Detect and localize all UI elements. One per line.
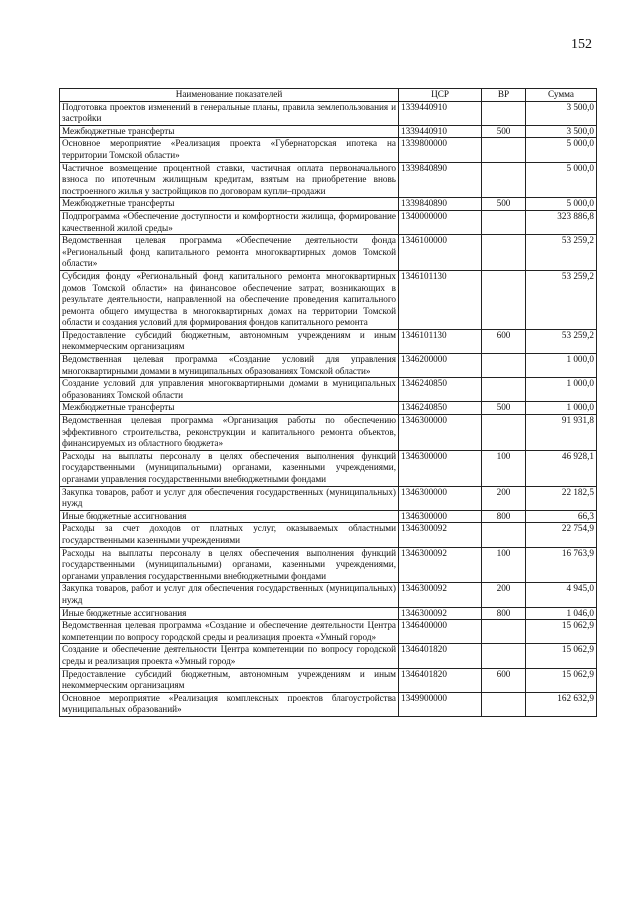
- row-name: Субсидия фонду «Региональный фонд капитального ремонта многоквартирных домов Томской области» на финансовое обеспечение затрат, возникающих в результате деятельности, направленной на обеспечение проведения капитального ремонта общего имущества в многоквартирных домах на территории Томской области и создания условий для формирования фондов капитального ремонта: [60, 270, 399, 329]
- row-name: Основное мероприятие «Реализация проекта «Губернаторская ипотека на территории Томской области»: [60, 138, 399, 162]
- row-vr: [482, 415, 526, 451]
- row-name: Создание и обеспечение деятельности Центра компетенции по вопросу городской среды и реализация проекта «Умный город»: [60, 644, 399, 668]
- table-header-row: [60, 89, 597, 102]
- table-row: [60, 162, 597, 198]
- row-sum: 53 259,2: [526, 235, 597, 271]
- row-sum: 16 763,9: [526, 547, 597, 583]
- row-sum: 3 500,0: [526, 125, 597, 138]
- row-vr: [482, 210, 526, 234]
- table-row: [60, 402, 597, 415]
- row-sum: 1 046,0: [526, 607, 597, 620]
- row-csr: 1346300000: [399, 510, 482, 523]
- row-sum: 66,3: [526, 510, 597, 523]
- row-sum: 5 000,0: [526, 138, 597, 162]
- table-row: [60, 415, 597, 451]
- row-name: Межбюджетные трансферты: [60, 402, 399, 415]
- budget-table: [59, 88, 597, 717]
- row-sum: 323 886,8: [526, 210, 597, 234]
- table-row: [60, 138, 597, 162]
- table-row: [60, 329, 597, 353]
- row-vr: 800: [482, 510, 526, 523]
- row-name: Ведомственная целевая программа «Создание и обеспечение деятельности Центра компетенции по вопросу городской среды и реализация проекта «Умный город»: [60, 620, 399, 644]
- row-vr: [482, 620, 526, 644]
- row-name: Межбюджетные трансферты: [60, 198, 399, 211]
- row-sum: 53 259,2: [526, 329, 597, 353]
- row-name: Расходы на выплаты персоналу в целях обеспечения выполнения функций государственными (муниципальными) органами, казенными учреждениями, органами управления государственными внебюджетными фондами: [60, 547, 399, 583]
- row-csr: 1339440910: [399, 125, 482, 138]
- row-vr: 200: [482, 583, 526, 607]
- table-row: [60, 235, 597, 271]
- row-sum: 15 062,9: [526, 668, 597, 692]
- row-vr: 500: [482, 402, 526, 415]
- row-csr: 1346300000: [399, 486, 482, 510]
- row-name: Предоставление субсидий бюджетным, автономным учреждениям и иным некоммерческим организациям: [60, 329, 399, 353]
- table-row: [60, 692, 597, 716]
- row-sum: 5 000,0: [526, 198, 597, 211]
- row-vr: 500: [482, 125, 526, 138]
- table-row: [60, 547, 597, 583]
- row-vr: 600: [482, 668, 526, 692]
- row-csr: 1339800000: [399, 138, 482, 162]
- row-name: Расходы за счет доходов от платных услуг, оказываемых областными государственными казенными учреждениями: [60, 523, 399, 547]
- row-sum: 162 632,9: [526, 692, 597, 716]
- row-name: Ведомственная целевая программа «Создание условий для управления многоквартирными домами в муниципальных образованиях Томской области»: [60, 354, 399, 378]
- table-row: [60, 486, 597, 510]
- row-sum: 22 182,5: [526, 486, 597, 510]
- row-name: Расходы на выплаты персоналу в целях обеспечения выполнения функций государственными (муниципальными) органами, казенными учреждениями, органами управления государственными внебюджетными фондами: [60, 450, 399, 486]
- table-row: [60, 644, 597, 668]
- table-row: [60, 607, 597, 620]
- row-name: Основное мероприятие «Реализация комплексных проектов благоустройства муниципальных образований»: [60, 692, 399, 716]
- table-row: [60, 668, 597, 692]
- table-row: [60, 583, 597, 607]
- row-sum: 22 754,9: [526, 523, 597, 547]
- row-csr: 1346300092: [399, 547, 482, 583]
- row-name: Ведомственная целевая программа «Обеспечение деятельности фонда «Региональный фонд капитального ремонта многоквартирных домов Томской области»: [60, 235, 399, 271]
- header-sum: Сумма: [526, 89, 597, 102]
- table-row: [60, 125, 597, 138]
- row-sum: 4 945,0: [526, 583, 597, 607]
- row-csr: 1346100000: [399, 235, 482, 271]
- table-row: [60, 101, 597, 125]
- row-name: Предоставление субсидий бюджетным, автономным учреждениям и иным некоммерческим организациям: [60, 668, 399, 692]
- row-sum: 46 928,1: [526, 450, 597, 486]
- row-name: Иные бюджетные ассигнования: [60, 510, 399, 523]
- header-vr: ВР: [482, 89, 526, 102]
- row-csr: 1346300000: [399, 450, 482, 486]
- table-row: [60, 270, 597, 329]
- row-csr: 1346101130: [399, 270, 482, 329]
- row-name: Подготовка проектов изменений в генеральные планы, правила землепользования и застройки: [60, 101, 399, 125]
- row-name: Иные бюджетные ассигнования: [60, 607, 399, 620]
- row-name: Ведомственная целевая программа «Организация работы по обеспечению эффективного строительства, реконструкции и капитального ремонта объектов, финансируемых из областного бюджета»: [60, 415, 399, 451]
- row-sum: 53 259,2: [526, 270, 597, 329]
- row-csr: 1340000000: [399, 210, 482, 234]
- row-vr: [482, 101, 526, 125]
- table-row: [60, 523, 597, 547]
- row-csr: 1346401820: [399, 644, 482, 668]
- row-name: Подпрограмма «Обеспечение доступности и комфортности жилища, формирование качественной жилой среды»: [60, 210, 399, 234]
- row-name: Частичное возмещение процентной ставки, частичная оплата первоначального взноса по ипотечным жилищным кредитам, взятым на приобретение вновь построенного жилья у застройщиков по договорам купли–продажи: [60, 162, 399, 198]
- row-name: Межбюджетные трансферты: [60, 125, 399, 138]
- row-vr: [482, 354, 526, 378]
- row-name: Закупка товаров, работ и услуг для обеспечения государственных (муниципальных) нужд: [60, 486, 399, 510]
- table-row: [60, 354, 597, 378]
- row-csr: 1346101130: [399, 329, 482, 353]
- row-csr: 1339440910: [399, 101, 482, 125]
- row-vr: [482, 162, 526, 198]
- row-vr: [482, 523, 526, 547]
- row-name: Создание условий для управления многоквартирными домами в муниципальных образованиях Томской области: [60, 378, 399, 402]
- header-name: Наименование показателей: [60, 89, 399, 102]
- row-csr: 1339840890: [399, 198, 482, 211]
- row-sum: 15 062,9: [526, 644, 597, 668]
- page-number: 152: [571, 37, 592, 52]
- row-csr: 1346401820: [399, 668, 482, 692]
- table-row: [60, 450, 597, 486]
- row-csr: 1346200000: [399, 354, 482, 378]
- row-sum: 15 062,9: [526, 620, 597, 644]
- row-csr: 1346300092: [399, 583, 482, 607]
- table-body: [60, 101, 597, 716]
- row-sum: 5 000,0: [526, 162, 597, 198]
- table-row: [60, 620, 597, 644]
- row-csr: 1346300092: [399, 607, 482, 620]
- table-row: [60, 210, 597, 234]
- table-row: [60, 510, 597, 523]
- row-vr: 100: [482, 547, 526, 583]
- table-row: [60, 378, 597, 402]
- row-csr: 1349900000: [399, 692, 482, 716]
- row-sum: 1 000,0: [526, 354, 597, 378]
- row-sum: 3 500,0: [526, 101, 597, 125]
- row-vr: [482, 644, 526, 668]
- row-csr: 1346300000: [399, 415, 482, 451]
- row-sum: 1 000,0: [526, 402, 597, 415]
- row-vr: 800: [482, 607, 526, 620]
- row-vr: 100: [482, 450, 526, 486]
- row-sum: 1 000,0: [526, 378, 597, 402]
- row-csr: 1346300092: [399, 523, 482, 547]
- row-vr: [482, 235, 526, 271]
- row-name: Закупка товаров, работ и услуг для обеспечения государственных (муниципальных) нужд: [60, 583, 399, 607]
- row-vr: [482, 138, 526, 162]
- row-vr: 500: [482, 198, 526, 211]
- row-csr: 1346240850: [399, 378, 482, 402]
- row-vr: [482, 692, 526, 716]
- row-vr: 600: [482, 329, 526, 353]
- row-csr: 1339840890: [399, 162, 482, 198]
- row-vr: [482, 270, 526, 329]
- row-csr: 1346400000: [399, 620, 482, 644]
- row-sum: 91 931,8: [526, 415, 597, 451]
- table-row: [60, 198, 597, 211]
- header-csr: ЦСР: [399, 89, 482, 102]
- row-vr: 200: [482, 486, 526, 510]
- row-vr: [482, 378, 526, 402]
- row-csr: 1346240850: [399, 402, 482, 415]
